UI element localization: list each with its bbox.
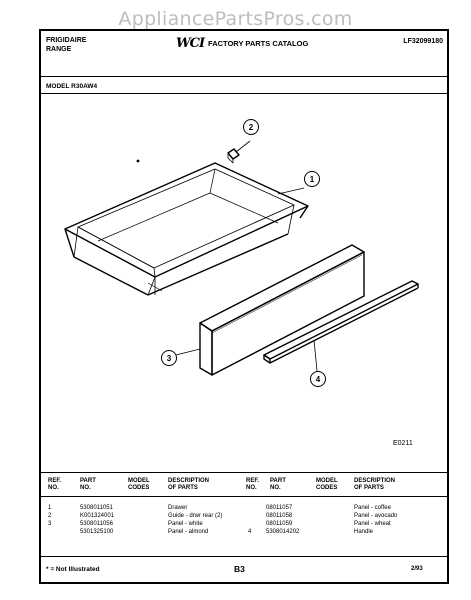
callout-1 (305, 172, 320, 187)
table-top-rule (41, 472, 447, 473)
wci-logo: WCI (176, 36, 205, 51)
drawer-panel-part (200, 245, 364, 375)
watermark: AppliancePartsPros.com (118, 8, 353, 30)
catalog-header (176, 36, 308, 51)
product-type: RANGE (46, 46, 72, 53)
model-label: MODEL R30AW4 (46, 83, 98, 90)
diagram-code: E0211 (393, 440, 413, 447)
catalog-number: LF32099180 (403, 38, 443, 45)
callout-4 (311, 372, 326, 387)
header-rule (41, 76, 447, 77)
not-illustrated-note: * = Not Illustrated (46, 566, 100, 573)
header-part-right: PART NO. (270, 478, 286, 491)
brand-name: FRIGIDAIRE (46, 37, 87, 44)
footer-rule (41, 556, 447, 557)
model-rule (41, 93, 447, 94)
header-model-left: MODEL CODES (128, 478, 150, 491)
svg-text:1: 1 (309, 175, 315, 184)
header-desc-right: DESCRIPTION OF PARTS (354, 478, 396, 491)
drawer-part (65, 163, 308, 295)
callout-2 (244, 120, 259, 135)
dot-marker (137, 160, 140, 163)
header-model-right: MODEL CODES (316, 478, 338, 491)
catalog-date: 2/93 (411, 566, 423, 572)
svg-text:2: 2 (248, 123, 254, 132)
catalog-title: FACTORY PARTS CATALOG (208, 39, 309, 48)
svg-text:4: 4 (315, 375, 321, 384)
callout-3 (162, 351, 177, 366)
page-number: B3 (234, 564, 245, 574)
exploded-parts-diagram (40, 95, 440, 425)
header-part-left: PART NO. (80, 478, 96, 491)
header-desc-left: DESCRIPTION OF PARTS (168, 478, 210, 491)
svg-text:3: 3 (166, 354, 172, 363)
header-ref-right: REF. NO. (246, 478, 260, 491)
brand-block (46, 36, 86, 54)
header-ref-left: REF. NO. (48, 478, 62, 491)
table-header-rule (41, 496, 447, 497)
drawer-handle-part (264, 281, 418, 363)
